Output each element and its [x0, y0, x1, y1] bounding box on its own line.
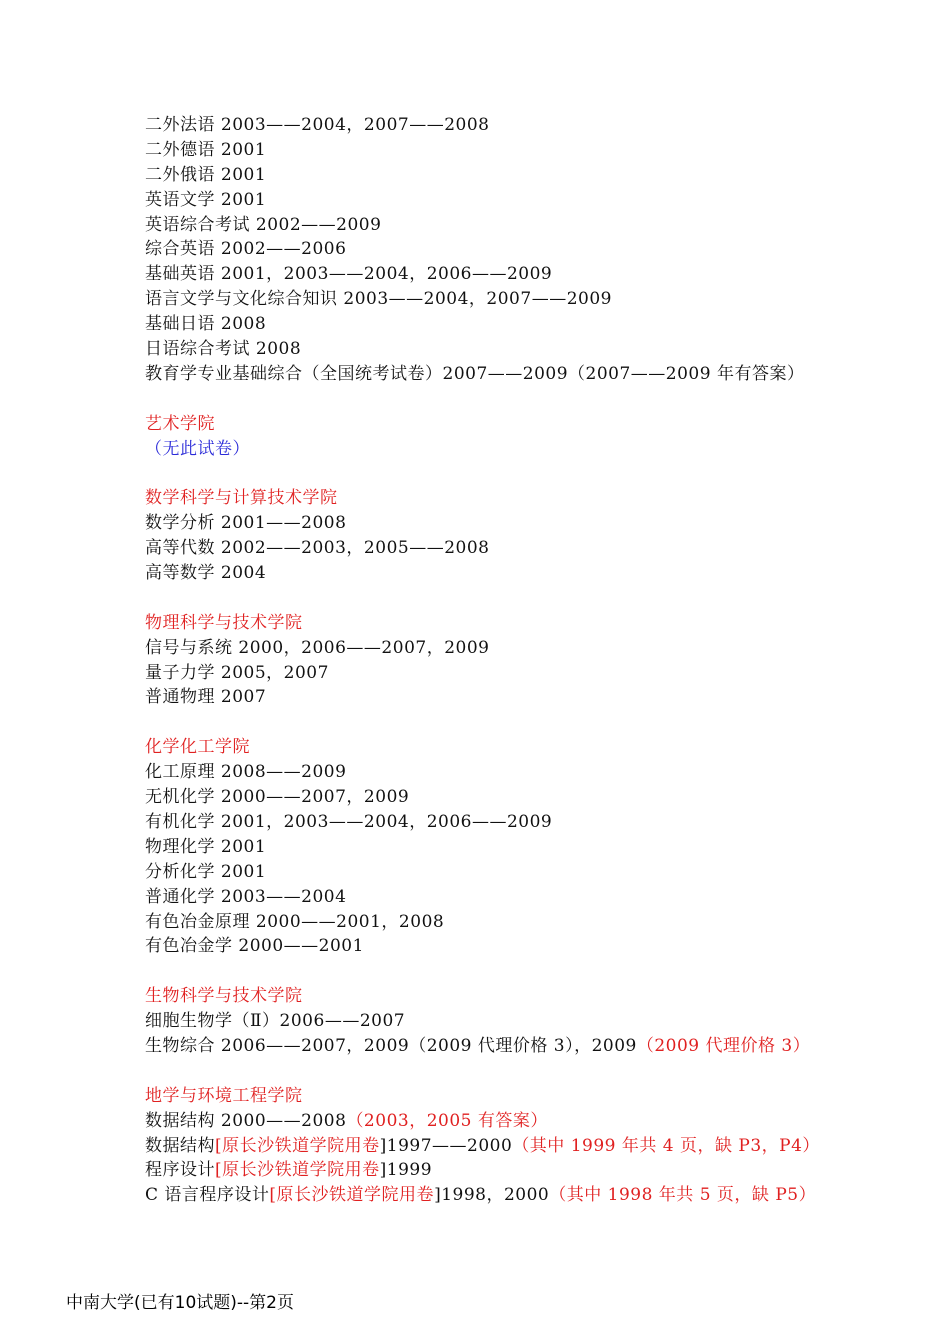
- item-text: 程序设计: [145, 1160, 215, 1181]
- item-years: ]1997——2000: [379, 1135, 513, 1156]
- list-item: 有色冶金学 2000——2001: [145, 936, 364, 957]
- list-item: 综合英语 2002——2006: [145, 239, 347, 260]
- list-item: 有色冶金原理 2000——2001，2008: [145, 911, 445, 932]
- item-years: ]1998，2000: [434, 1185, 550, 1206]
- list-item: 量子力学 2005，2007: [145, 662, 329, 683]
- list-item: 数学分析 2001——2008: [145, 513, 347, 534]
- list-item: [145, 1034, 935, 1059]
- answer-note: （2003，2005 有答案）: [346, 1110, 548, 1131]
- item-text: 生物综合 2006——2007，2009（2009 代理价格 3），2009: [145, 1035, 637, 1056]
- list-item: 分析化学 2001: [145, 861, 267, 882]
- list-item: 英语综合考试 2002——2009: [145, 214, 382, 235]
- list-item: 语言文学与文化综合知识 2003——2004，2007——2009: [145, 289, 612, 310]
- section-heading-math: 数学科学与计算技术学院: [145, 488, 338, 509]
- list-item: 普通化学 2003——2004: [145, 886, 347, 907]
- missing-pages-note: （其中 1999 年共 4 页，缺 P3，P4）: [512, 1135, 820, 1156]
- list-item: 无机化学 2000——2007，2009: [145, 787, 410, 808]
- price-note: （2009 代理价格 3）: [636, 1035, 811, 1056]
- page-footer: 中南大学(已有10试题)--第2页: [66, 1293, 294, 1313]
- list-item: 二外俄语 2001: [145, 164, 267, 185]
- list-item: [145, 1183, 935, 1208]
- section-heading-geoscience: 地学与环境工程学院: [145, 1085, 303, 1106]
- section-gap: [145, 586, 935, 611]
- item-text: 数据结构 2000——2008: [145, 1110, 347, 1131]
- list-item: 基础英语 2001，2003——2004，2006——2009: [145, 264, 553, 285]
- list-item: 英语文学 2001: [145, 189, 267, 210]
- source-note: [原长沙铁道学院用卷: [269, 1185, 435, 1206]
- list-item: 有机化学 2001，2003——2004，2006——2009: [145, 811, 553, 832]
- list-item: [145, 1134, 935, 1159]
- source-note: [原长沙铁道学院用卷: [215, 1135, 380, 1156]
- section-gap: [145, 710, 935, 735]
- list-item: 基础日语 2008: [145, 314, 267, 335]
- missing-pages-note: （其中 1998 年共 5 页，缺 P5）: [549, 1185, 817, 1206]
- list-item: 高等代数 2002——2003，2005——2008: [145, 538, 490, 559]
- list-item: [145, 1109, 935, 1134]
- no-paper-note: （无此试卷）: [145, 438, 250, 459]
- item-text: 数据结构: [145, 1135, 215, 1156]
- section-gap: [145, 1059, 935, 1084]
- item-text: C 语言程序设计: [145, 1185, 270, 1206]
- list-item: 二外德语 2001: [145, 139, 267, 160]
- list-item: 化工原理 2008——2009: [145, 762, 347, 783]
- section-heading-chemistry: 化学化工学院: [145, 737, 250, 758]
- list-item: 普通物理 2007: [145, 687, 267, 708]
- section-heading-physics: 物理科学与技术学院: [145, 612, 303, 633]
- list-item: 物理化学 2001: [145, 836, 267, 857]
- section-gap: [145, 387, 935, 412]
- exam-list: [145, 113, 935, 1208]
- list-item: 二外法语 2003——2004，2007——2008: [145, 115, 490, 135]
- list-item: 细胞生物学（Ⅱ）2006——2007: [145, 1011, 406, 1032]
- list-item: 日语综合考试 2008: [145, 339, 302, 360]
- section-gap: [145, 959, 935, 984]
- section-heading-art: 艺术学院: [145, 413, 215, 434]
- source-note: [原长沙铁道学院用卷: [215, 1160, 380, 1181]
- section-gap: [145, 461, 935, 486]
- item-years: ]1999: [379, 1160, 433, 1181]
- list-item: 信号与系统 2000，2006——2007，2009: [145, 637, 490, 658]
- list-item: 高等数学 2004: [145, 563, 267, 584]
- section-heading-biology: 生物科学与技术学院: [145, 986, 303, 1007]
- list-item: 教育学专业基础综合（全国统考试卷）2007——2009（2007——2009 年有答案）: [145, 363, 805, 384]
- list-item: [145, 1158, 935, 1183]
